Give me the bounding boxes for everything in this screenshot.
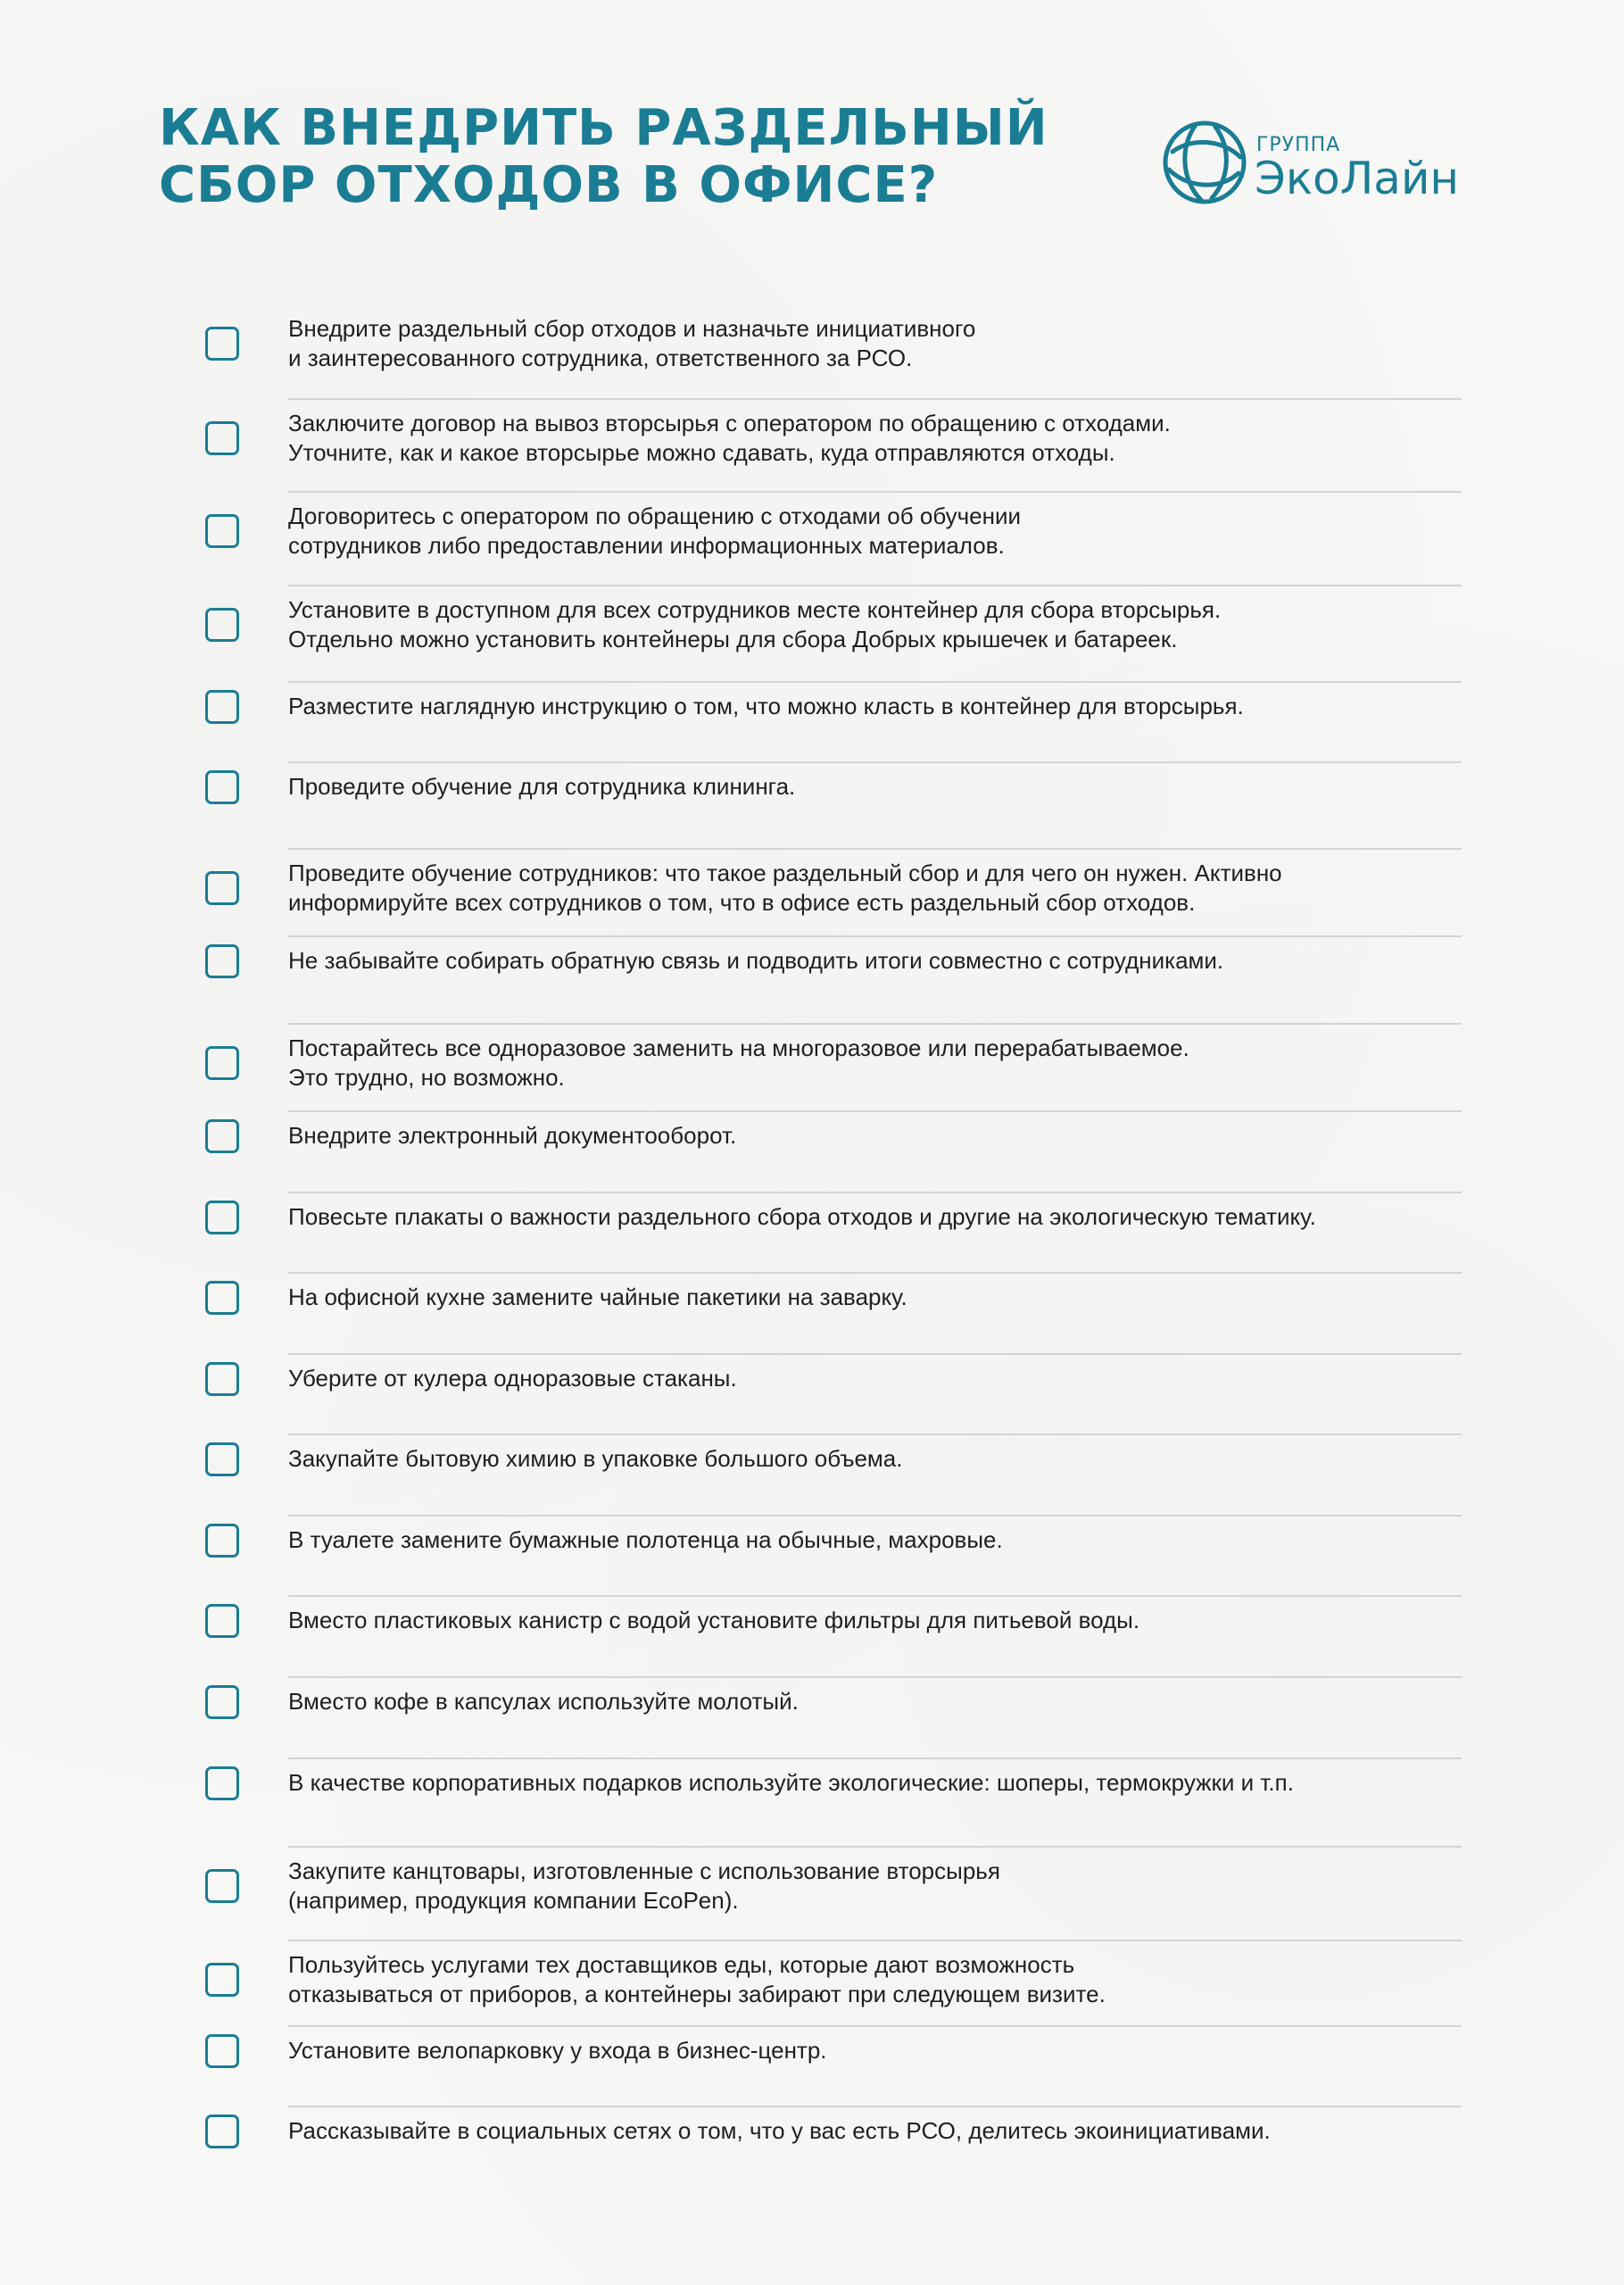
divider: [288, 1110, 1462, 1112]
checklist-item-text: Проведите обучение сотрудников: что такое раздельный сбор и для чего он нужен. Активно информируйте всех сотрудников о том, что в офисе есть раздельный сбор отходов.: [288, 860, 1282, 916]
checkbox[interactable]: [205, 1046, 239, 1080]
divider: [288, 1353, 1462, 1355]
checklist-item-text: Установите в доступном для всех сотрудников месте контейнер для сбора вторсырья. Отдельно можно установить контейнеры для сбора Добрых крышечек и батареек.: [288, 596, 1222, 652]
divider: [288, 848, 1462, 850]
checkbox[interactable]: [205, 327, 239, 361]
checklist-item-text: Договоритесь с оператором по обращению с отходами об обучении сотрудников либо предоставлении информационных материалов.: [288, 503, 1022, 559]
divider: [288, 681, 1462, 683]
checklist-item-text: Не забывайте собирать обратную связь и подводить итоги совместно с сотрудниками.: [288, 947, 1224, 974]
checkbox[interactable]: [205, 2115, 239, 2148]
divider: [288, 1192, 1462, 1193]
divider: [288, 1757, 1462, 1759]
logo-brand-text: ЭкоЛайн: [1255, 153, 1460, 204]
checklist-item-text: Повесьте плакаты о важности раздельного сбора отходов и другие на экологическую тематику.: [288, 1203, 1316, 1230]
page-title-line-1: КАК ВНЕДРИТЬ РАЗДЕЛЬНЫЙ: [159, 99, 1048, 157]
divider: [288, 1433, 1462, 1435]
checkbox[interactable]: [205, 1201, 239, 1234]
checklist-item-text: Вместо пластиковых канистр с водой установите фильтры для питьевой воды.: [288, 1607, 1140, 1633]
checkbox[interactable]: [205, 690, 239, 724]
checkbox[interactable]: [205, 1442, 239, 1476]
divider: [288, 1272, 1462, 1274]
checklist-item-text: Установите велопарковку у входа в бизнес-центр.: [288, 2037, 827, 2064]
divider: [288, 398, 1462, 400]
divider: [288, 585, 1462, 586]
checkbox[interactable]: [205, 1963, 239, 1997]
checklist-item-text: Закупите канцтовары, изготовленные с использование вторсырья (например, продукция компании EcoPen).: [288, 1857, 1000, 1914]
divider: [288, 2106, 1462, 2107]
checklist-item-text: На офисной кухне замените чайные пакетики на заварку.: [288, 1284, 907, 1310]
divider: [288, 1515, 1462, 1516]
divider: [288, 1846, 1462, 1848]
checklist-item-text: Закупайте бытовую химию в упаковке большого объема.: [288, 1445, 903, 1472]
checkbox[interactable]: [205, 1524, 239, 1558]
checkbox[interactable]: [205, 1119, 239, 1153]
divider: [288, 2025, 1462, 2027]
divider: [288, 491, 1462, 493]
page-title-line-2: СБОР ОТХОДОВ В ОФИСЕ?: [159, 156, 939, 214]
checkbox[interactable]: [205, 1869, 239, 1903]
checkbox[interactable]: [205, 1766, 239, 1800]
checklist-item-text: В качестве корпоративных подарков используйте экологические: шоперы, термокружки и т.п.: [288, 1769, 1294, 1796]
checklist-item-text: Внедрите раздельный сбор отходов и назначьте инициативного и заинтересованного сотрудника, ответственного за РСО.: [288, 315, 976, 371]
divider: [288, 1940, 1462, 1941]
checkbox[interactable]: [205, 1604, 239, 1638]
checklist-item-text: Пользуйтесь услугами тех доставщиков еды, которые дают возможность отказываться от приборов, а контейнеры забирают при следующем визите.: [288, 1951, 1106, 2007]
checkbox[interactable]: [205, 1362, 239, 1396]
logo-small-text: ГРУППА: [1256, 134, 1341, 156]
divider: [288, 1676, 1462, 1678]
checklist-item-text: Вместо кофе в капсулах используйте молотый.: [288, 1688, 799, 1715]
checkbox[interactable]: [205, 608, 239, 642]
checklist-item-text: Уберите от кулера одноразовые стаканы.: [288, 1365, 737, 1392]
divider: [288, 1595, 1462, 1597]
checklist-item-text: Постарайтесь все одноразовое заменить на многоразовое или перерабатываемое. Это трудно, но возможно.: [288, 1034, 1189, 1091]
checkbox[interactable]: [205, 944, 239, 978]
checkbox[interactable]: [205, 770, 239, 804]
divider: [288, 761, 1462, 763]
checkbox[interactable]: [205, 421, 239, 455]
checklist-item-text: Внедрите электронный документооборот.: [288, 1122, 737, 1149]
checklist-item-text: Заключите договор на вывоз вторсырья с оператором по обращению с отходами. Уточните, как и какое вторсырье можно сдавать, куда отправляются отходы.: [288, 410, 1171, 466]
checklist-item-text: Разместите наглядную инструкцию о том, что можно класть в контейнер для вторсырья.: [288, 693, 1244, 719]
divider: [288, 935, 1462, 937]
checkbox[interactable]: [205, 1281, 239, 1315]
divider: [288, 1023, 1462, 1025]
checklist-item-text: В туалете замените бумажные полотенца на обычные, махровые.: [288, 1526, 1003, 1553]
checkbox[interactable]: [205, 871, 239, 905]
checklist-item-text: Проведите обучение для сотрудника клининга.: [288, 773, 796, 800]
checkbox[interactable]: [205, 514, 239, 548]
checklist-item-text: Рассказывайте в социальных сетях о том, что у вас есть РСО, делитесь экоинициативами.: [288, 2117, 1271, 2144]
checkbox[interactable]: [205, 2034, 239, 2068]
checkbox[interactable]: [205, 1685, 239, 1719]
